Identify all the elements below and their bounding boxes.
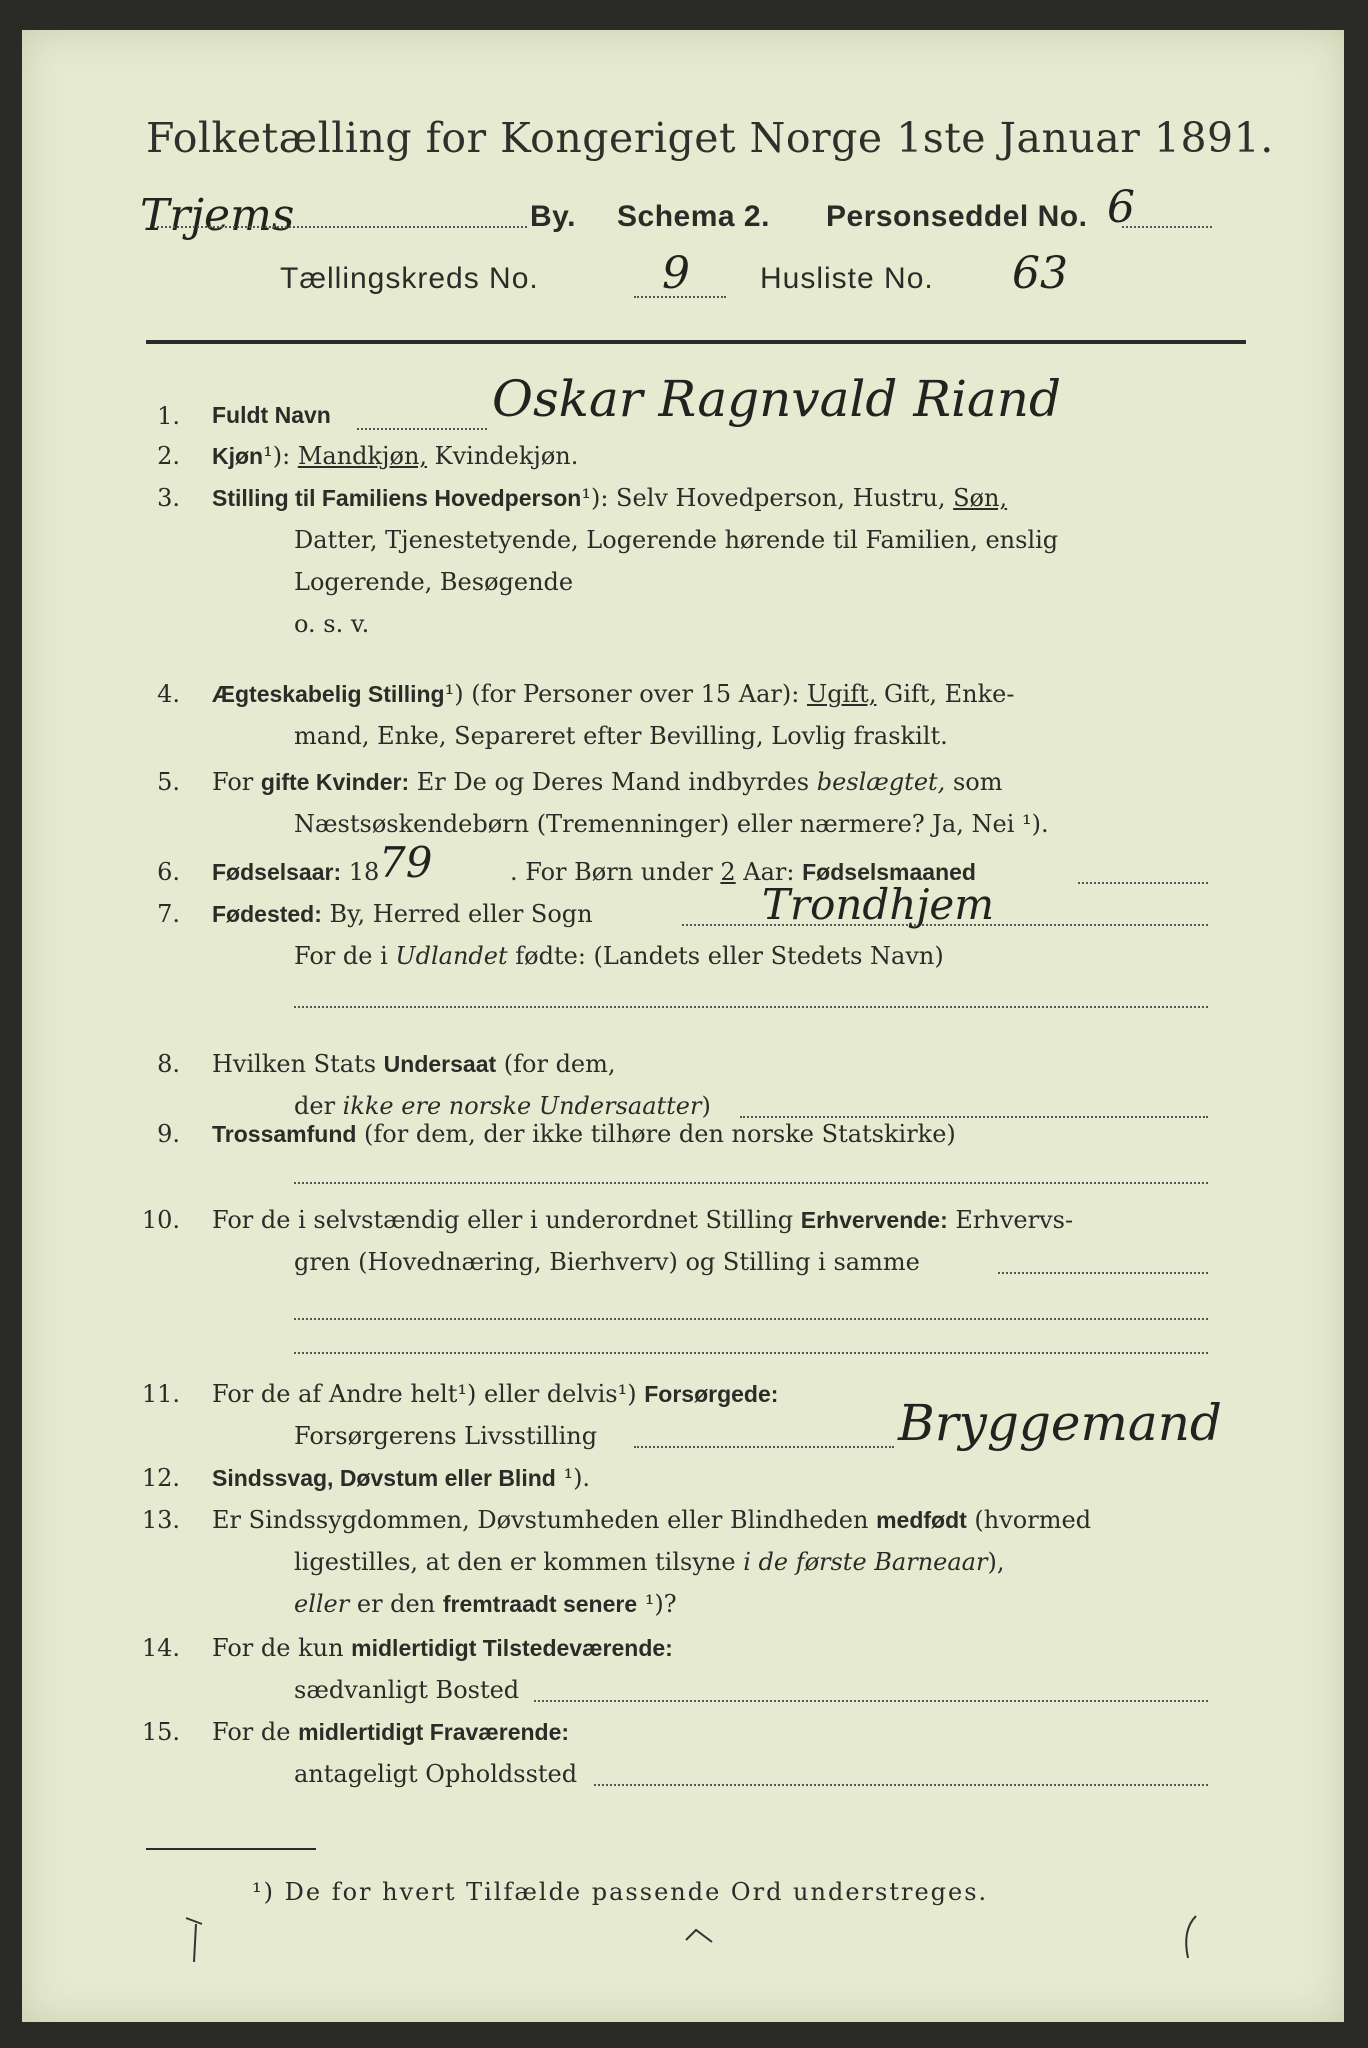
item-number: 15. xyxy=(141,1718,180,1746)
item-7-line2-a: For de i xyxy=(294,942,396,970)
item-13-line3-italic: eller xyxy=(294,1590,350,1618)
item-6-line xyxy=(212,858,379,886)
item-13-line-2 xyxy=(294,1548,1004,1576)
item-number: 6. xyxy=(157,858,180,886)
item-number: 5. xyxy=(157,768,180,796)
item-4-label: Ægteskabelig Stilling xyxy=(212,681,445,707)
item-8-dotted-line xyxy=(740,1116,1208,1118)
item-8-line2-a: der xyxy=(294,1092,343,1120)
personseddel-dotted-line xyxy=(1122,226,1212,228)
item-8-line2-italic: ikke ere norske Undersaatter xyxy=(342,1092,702,1120)
item-3-line-4: o. s. v. xyxy=(294,610,370,638)
item-7-line-1 xyxy=(212,900,593,928)
item-8-line-1 xyxy=(212,1050,616,1078)
item-4-text-b: Gift, Enke- xyxy=(876,680,1015,708)
item-number: 2. xyxy=(157,442,180,470)
item-7-line2-b: fødte: (Landets eller Stedets Navn) xyxy=(507,942,944,970)
full-name-handwritten: Oskar Ragnvald Riand xyxy=(492,370,1061,428)
corner-mark-center xyxy=(682,1920,722,1950)
city-by-label: By. xyxy=(530,200,576,233)
item-number: 12. xyxy=(141,1464,180,1492)
corner-mark-left xyxy=(182,1910,222,1970)
schema-label: Schema 2. xyxy=(617,200,770,233)
husliste-label: Husliste No. xyxy=(760,262,934,295)
item-15-line-2: antageligt Opholdssted xyxy=(294,1760,578,1788)
item-14-text-a: For de kun xyxy=(212,1634,352,1662)
item-number: 4. xyxy=(157,680,180,708)
item-2-label: Kjøn xyxy=(212,443,264,469)
item-2-line xyxy=(212,442,578,470)
item-6-text-b: Aar: xyxy=(735,858,803,886)
item-11-text-a: For de af Andre helt¹) eller delvis¹) xyxy=(212,1380,645,1408)
item-13-text-a: Er Sindssygdommen, Døvstumheden eller Blindheden xyxy=(212,1506,877,1534)
item-10-line-2: gren (Hovednæring, Bierhverv) og Stilling i samme xyxy=(294,1248,920,1276)
birthplace-handwritten: Trondhjem xyxy=(762,880,995,929)
provider-occupation-handwritten: Bryggemand xyxy=(898,1394,1222,1452)
city-handwritten: Trjems xyxy=(140,190,295,241)
form-title: Folketælling for Kongeriget Norge 1ste Januar 1891. xyxy=(146,114,1274,162)
item-2-selected-option: Mandkjøn, xyxy=(297,442,428,470)
personseddel-label: Personseddel No. xyxy=(826,200,1088,233)
item-15-label: midlertidigt Fraværende: xyxy=(298,1719,570,1745)
item-3-line-1 xyxy=(212,484,1007,512)
item-9-dotted-line xyxy=(294,1182,1208,1184)
birth-year-handwritten: 79 xyxy=(379,838,433,887)
item-3-line-2: Datter, Tjenestetyende, Logerende hørende til Familien, enslig xyxy=(294,526,1059,554)
item-number: 14. xyxy=(141,1634,180,1662)
item-7-extra-dotted-line xyxy=(294,1006,1208,1008)
item-10-line-1 xyxy=(212,1206,1073,1234)
item-10-dotted-line-3 xyxy=(294,1352,1208,1354)
item-13-text-b: (hvormed xyxy=(966,1506,1092,1534)
item-15-text-a: For de xyxy=(212,1718,299,1746)
item-4-selected-option: Ugift, xyxy=(806,680,877,708)
item-number: 10. xyxy=(141,1206,180,1234)
item-11-line-1 xyxy=(212,1380,778,1408)
item-5-text-b: som xyxy=(945,768,1003,796)
item-3-line-3: Logerende, Besøgende xyxy=(294,568,574,596)
header-rule xyxy=(146,340,1246,344)
item-10-dotted-line-2 xyxy=(294,1318,1208,1320)
item-12-label: Sindssvag, Døvstum eller Blind xyxy=(212,1465,556,1491)
item-6-label-2: Fødselsmaaned xyxy=(802,859,976,885)
item-9-label: Trossamfund xyxy=(212,1121,357,1147)
item-7-label: Fødested: xyxy=(212,901,322,927)
item-8-line2-b: ) xyxy=(701,1092,711,1120)
city-dotted-line xyxy=(157,226,527,228)
name-dotted-line xyxy=(357,428,487,430)
item-number: 3. xyxy=(157,484,180,512)
item-10-dotted-line-1 xyxy=(998,1272,1208,1274)
item-7-text-a: By, Herred eller Sogn xyxy=(321,900,593,928)
item-5-italic: beslægtet, xyxy=(816,768,946,796)
item-8-line-2 xyxy=(294,1092,711,1120)
taellingskreds-dotted-line xyxy=(634,296,726,298)
item-10-text-a: For de i selvstændig eller i underordnet Stilling xyxy=(212,1206,801,1234)
footnote: ¹) De for hvert Tilfælde passende Ord understreges. xyxy=(252,1878,989,1906)
corner-mark-right xyxy=(1172,1910,1212,1970)
item-6-underlined: 2 xyxy=(720,858,736,886)
item-3-label: Stilling til Familiens Hovedperson xyxy=(212,485,582,511)
item-13-line-1 xyxy=(212,1506,1091,1534)
item-1-label: Fuldt Navn xyxy=(212,402,331,428)
item-number: 13. xyxy=(141,1506,180,1534)
item-5-text-pre: For xyxy=(212,768,261,796)
item-14-label: midlertidigt Tilstedeværende: xyxy=(351,1635,673,1661)
census-form-page xyxy=(22,30,1344,2022)
taellingskreds-number: 9 xyxy=(662,248,690,299)
item-3-selected-option: Søn, xyxy=(953,484,1008,512)
item-13-label: medfødt xyxy=(876,1507,967,1533)
item-5-label: gifte Kvinder: xyxy=(260,769,410,795)
item-13-line3-b: ¹)? xyxy=(637,1590,677,1618)
item-13-line3-a: er den xyxy=(349,1590,443,1618)
item-10-label: Erhvervende: xyxy=(800,1207,948,1233)
footnote-rule xyxy=(146,1848,316,1850)
item-11-line-2: Forsørgerens Livsstilling xyxy=(294,1422,598,1450)
item-13-line2-italic: i de første Barneaar xyxy=(743,1548,988,1576)
item-4-line-1 xyxy=(212,680,1014,708)
item-number: 11. xyxy=(141,1380,180,1408)
item-7-line-2 xyxy=(294,942,944,970)
item-6-text-a: . For Børn under xyxy=(510,858,721,886)
item-13-line-3 xyxy=(294,1590,677,1618)
item-14-line-1 xyxy=(212,1634,673,1662)
item-8-text-b: (for dem, xyxy=(496,1050,616,1078)
item-2-colon: ¹): xyxy=(263,442,298,470)
birth-month-dotted-line xyxy=(1078,882,1208,884)
item-6-year-prefix: 18 xyxy=(341,858,380,886)
item-8-label: Undersaat xyxy=(383,1051,497,1077)
item-10-text-b: Erhvervs- xyxy=(947,1206,1074,1234)
item-8-text-a: Hvilken Stats xyxy=(212,1050,384,1078)
personseddel-number: 6 xyxy=(1107,182,1135,233)
item-13-line2-a: ligestilles, at den er kommen tilsyne xyxy=(294,1548,744,1576)
item-9-text-a: (for dem, der ikke tilhøre den norske Statskirke) xyxy=(356,1120,956,1148)
item-11-dotted-line xyxy=(634,1446,894,1448)
item-12-line xyxy=(212,1464,590,1492)
item-number: 1. xyxy=(157,402,180,430)
item-13-line3-bold: fremtraadt senere xyxy=(442,1591,638,1617)
husliste-number: 63 xyxy=(1012,248,1068,299)
item-2-other-option: Kvindekjøn. xyxy=(427,442,579,470)
taellingskreds-label: Tællingskreds No. xyxy=(280,262,539,295)
item-12-text-a: ¹). xyxy=(555,1464,591,1492)
item-number: 9. xyxy=(157,1120,180,1148)
item-9-line-1 xyxy=(212,1120,956,1148)
item-5-line-1 xyxy=(212,768,1002,796)
item-4-text-a: ¹) (for Personer over 15 Aar): xyxy=(444,680,807,708)
item-6-label: Fødselsaar: xyxy=(212,859,342,885)
item-11-label: Forsørgede: xyxy=(644,1381,779,1407)
item-7-line2-italic: Udlandet xyxy=(395,942,508,970)
item-5-line-2: Næstsøskendebørn (Tremenninger) eller nærmere? Ja, Nei ¹). xyxy=(294,810,1049,838)
item-4-line-2: mand, Enke, Separeret efter Bevilling, Lovlig fraskilt. xyxy=(294,722,948,750)
item-13-line2-b: ), xyxy=(987,1548,1005,1576)
item-15-line-1 xyxy=(212,1718,569,1746)
item-number: 8. xyxy=(157,1050,180,1078)
item-3-options-a: ¹): Selv Hovedperson, Hustru, xyxy=(581,484,954,512)
item-15-dotted-line xyxy=(594,1784,1208,1786)
item-5-text-a: Er De og Deres Mand indbyrdes xyxy=(409,768,817,796)
item-14-dotted-line xyxy=(534,1700,1208,1702)
item-14-line-2: sædvanligt Bosted xyxy=(294,1676,520,1704)
item-number: 7. xyxy=(157,900,180,928)
